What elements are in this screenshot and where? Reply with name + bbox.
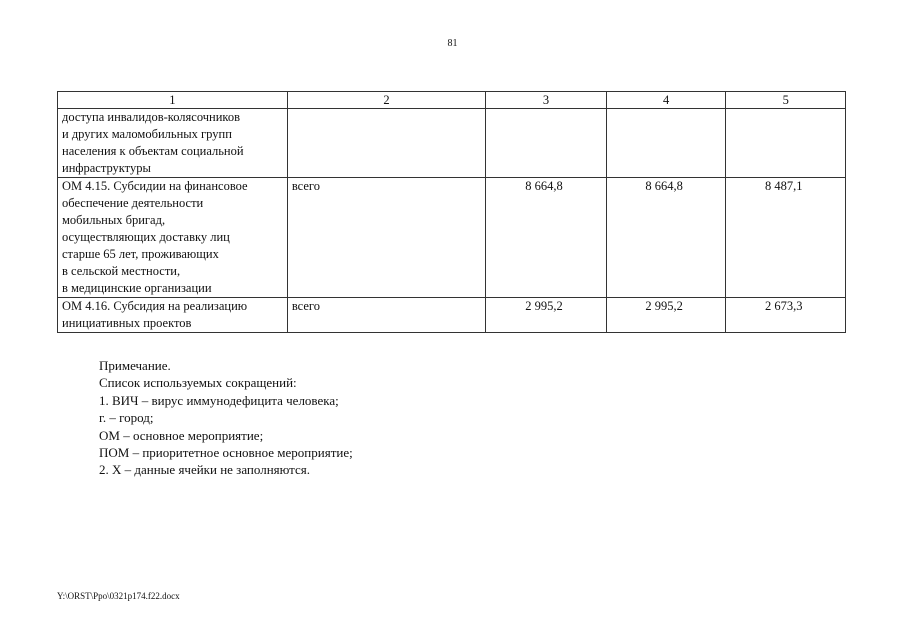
cell-line: населения к объектам социальной xyxy=(62,144,244,158)
cell-line: мобильных бригад, xyxy=(62,213,166,227)
row-value-cell: 2 995,2 xyxy=(606,298,726,333)
budget-table xyxy=(57,91,846,333)
row-value-cell: 8 664,8 xyxy=(606,178,726,298)
table-row xyxy=(58,109,846,178)
header-cell: 3 xyxy=(486,92,607,109)
row-source-cell xyxy=(287,109,485,178)
row-value-cell: 2 995,2 xyxy=(486,298,607,333)
cell-line: старше 65 лет, проживающих xyxy=(62,247,219,261)
cell-line: доступа инвалидов-колясочников xyxy=(62,110,240,124)
cell-line: в сельской местности, xyxy=(62,264,181,278)
header-cell: 4 xyxy=(606,92,726,109)
row-source-cell: всего xyxy=(287,178,485,298)
row-description-cell xyxy=(58,109,288,178)
table-row xyxy=(58,298,846,333)
cell-line: ОМ 4.15. Субсидии на финансовое xyxy=(62,179,248,193)
page-number: 81 xyxy=(447,38,458,49)
cell-line: инициативных проектов xyxy=(62,316,192,330)
footer-file-path: Y:\ORST\Ppo\0321p174.f22.docx xyxy=(57,591,180,601)
header-cell: 5 xyxy=(726,92,846,109)
table-header-row xyxy=(58,92,846,109)
row-value-cell: 2 673,3 xyxy=(726,298,846,333)
notes-title: Примечание. xyxy=(99,358,171,373)
table-row xyxy=(58,178,846,298)
notes-line: Список используемых сокращений: xyxy=(99,375,297,391)
cell-line: и других маломобильных групп xyxy=(62,127,232,141)
row-description-cell xyxy=(58,298,288,333)
notes-line: 1. ВИЧ – вирус иммунодефицита человека; xyxy=(99,392,339,408)
notes-block xyxy=(99,357,353,479)
row-source-cell: всего xyxy=(287,298,485,333)
row-value-cell xyxy=(726,109,846,178)
notes-line: г. – город; xyxy=(99,410,154,426)
row-description-cell xyxy=(58,178,288,298)
cell-line: в медицинские организации xyxy=(62,281,212,295)
cell-line: обеспечение деятельности xyxy=(62,196,204,210)
row-value-cell xyxy=(486,109,607,178)
cell-line: инфраструктуры xyxy=(62,161,151,175)
row-value-cell: 8 487,1 xyxy=(726,178,846,298)
header-cell: 1 xyxy=(58,92,288,109)
notes-line: ОМ – основное мероприятие; xyxy=(99,427,264,443)
row-value-cell: 8 664,8 xyxy=(486,178,607,298)
notes-line: 2. Х – данные ячейки не заполняются. xyxy=(99,462,311,478)
notes-line: ПОМ – приоритетное основное мероприятие; xyxy=(99,445,353,461)
row-value-cell xyxy=(606,109,726,178)
cell-line: ОМ 4.16. Субсидия на реализацию xyxy=(62,299,248,313)
cell-line: осуществляющих доставку лиц xyxy=(62,230,230,244)
header-cell: 2 xyxy=(287,92,485,109)
